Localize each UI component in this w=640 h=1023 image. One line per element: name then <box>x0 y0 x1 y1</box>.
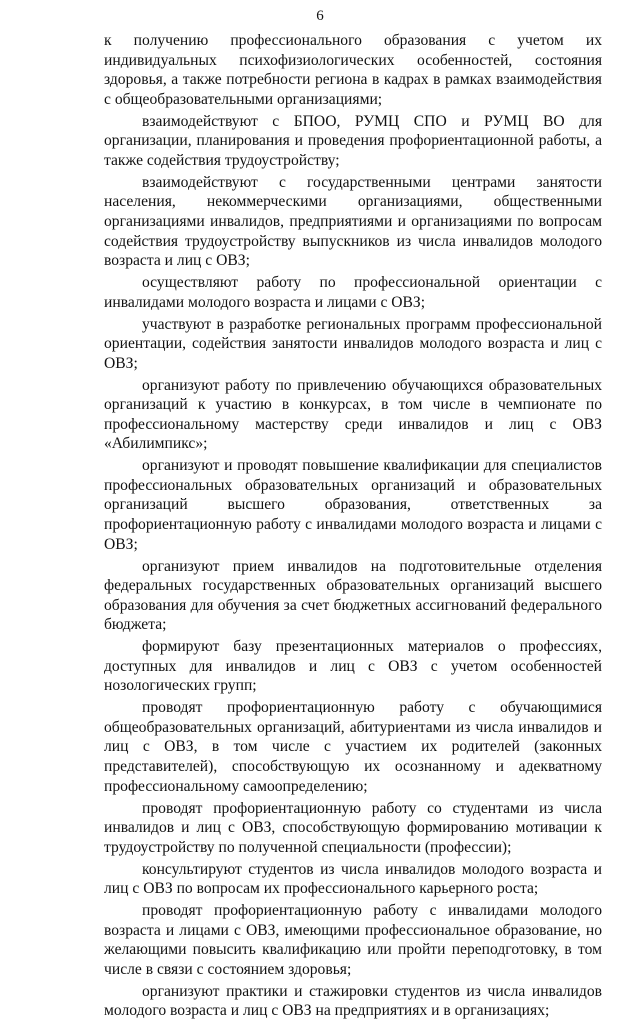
paragraph: проводят профориентационную работу со студентами из числа инвалидов и лиц с ОВЗ, способствующую формированию мотивации к трудоустройству по полученной специальности (профессии); <box>104 799 602 856</box>
paragraph: формируют базу презентационных материалов о профессиях, доступных для инвалидов и лиц с ОВЗ с учетом особенностей нозологических групп; <box>104 638 602 695</box>
document-body <box>104 31 602 1023</box>
paragraph-continuation: к получению профессионального образования с учетом их индивидуальных психофизиологических особенностей, состояния здоровья, а также потребности региона в кадрах в рамках взаимодействия с общеобразовательными организациями; <box>104 32 602 108</box>
paragraph: взаимодействуют с государственными центрами занятости населения, некоммерческими организациями, общественными организациями инвалидов, предприятиями и организациями по вопросам содействия трудоустройству выпускников из числа инвалидов молодого возраста и лиц с ОВЗ; <box>104 173 602 270</box>
paragraph: организуют прием инвалидов на подготовительные отделения федеральных государственных образовательных организаций высшего образования для обучения за счет бюджетных ассигнований федерального бюджета; <box>104 557 602 634</box>
paragraph: участвуют в разработке региональных программ профессиональной ориентации, содействия занятости инвалидов молодого возраста и лиц с ОВЗ; <box>104 315 602 372</box>
paragraph: осуществляют работу по профессиональной ориентации с инвалидами молодого возраста и лицами с ОВЗ; <box>104 274 602 311</box>
paragraph: взаимодействуют с БПОО, РУМЦ СПО и РУМЦ ВО для организации, планирования и проведения профориентационной работы, а также содействия трудоустройству; <box>104 112 602 169</box>
paragraph: организуют работу по привлечению обучающихся образовательных организаций к участию в конкурсах, в том числе в чемпионате по профессиональному мастерству среди инвалидов и лиц с ОВЗ «Абилимпикс»; <box>104 376 602 453</box>
paragraph: проводят профориентационную работу с инвалидами молодого возраста и лицами с ОВЗ, имеющими профессиональное образование, но желающими повысить квалификацию или пройти переподготовку, в том числе в связи с состоянием здоровья; <box>104 902 602 978</box>
paragraph: консультируют студентов из числа инвалидов молодого возраста и лиц с ОВЗ по вопросам их профессионального карьерного роста; <box>104 860 602 898</box>
paragraph: организуют и проводят повышение квалификации для специалистов профессиональных образовательных организаций и образовательных организаций высшего образования, ответственных за профориентационную работу с инвалидами молодого возраста и лицами с ОВЗ; <box>104 457 602 553</box>
page-number: 6 <box>316 8 324 24</box>
paragraph: организуют практики и стажировки студентов из числа инвалидов молодого возраста и лиц с ОВЗ на предприятиях и в организациях; <box>104 982 602 1020</box>
paragraph: проводят профориентационную работу с обучающимися общеобразовательных организаций, абитуриентами из числа инвалидов и лиц с ОВЗ, в том числе с участием их родителей (законных представителей), способствующую их осознанному и адекватному профессиональному самоопределению; <box>104 699 602 795</box>
